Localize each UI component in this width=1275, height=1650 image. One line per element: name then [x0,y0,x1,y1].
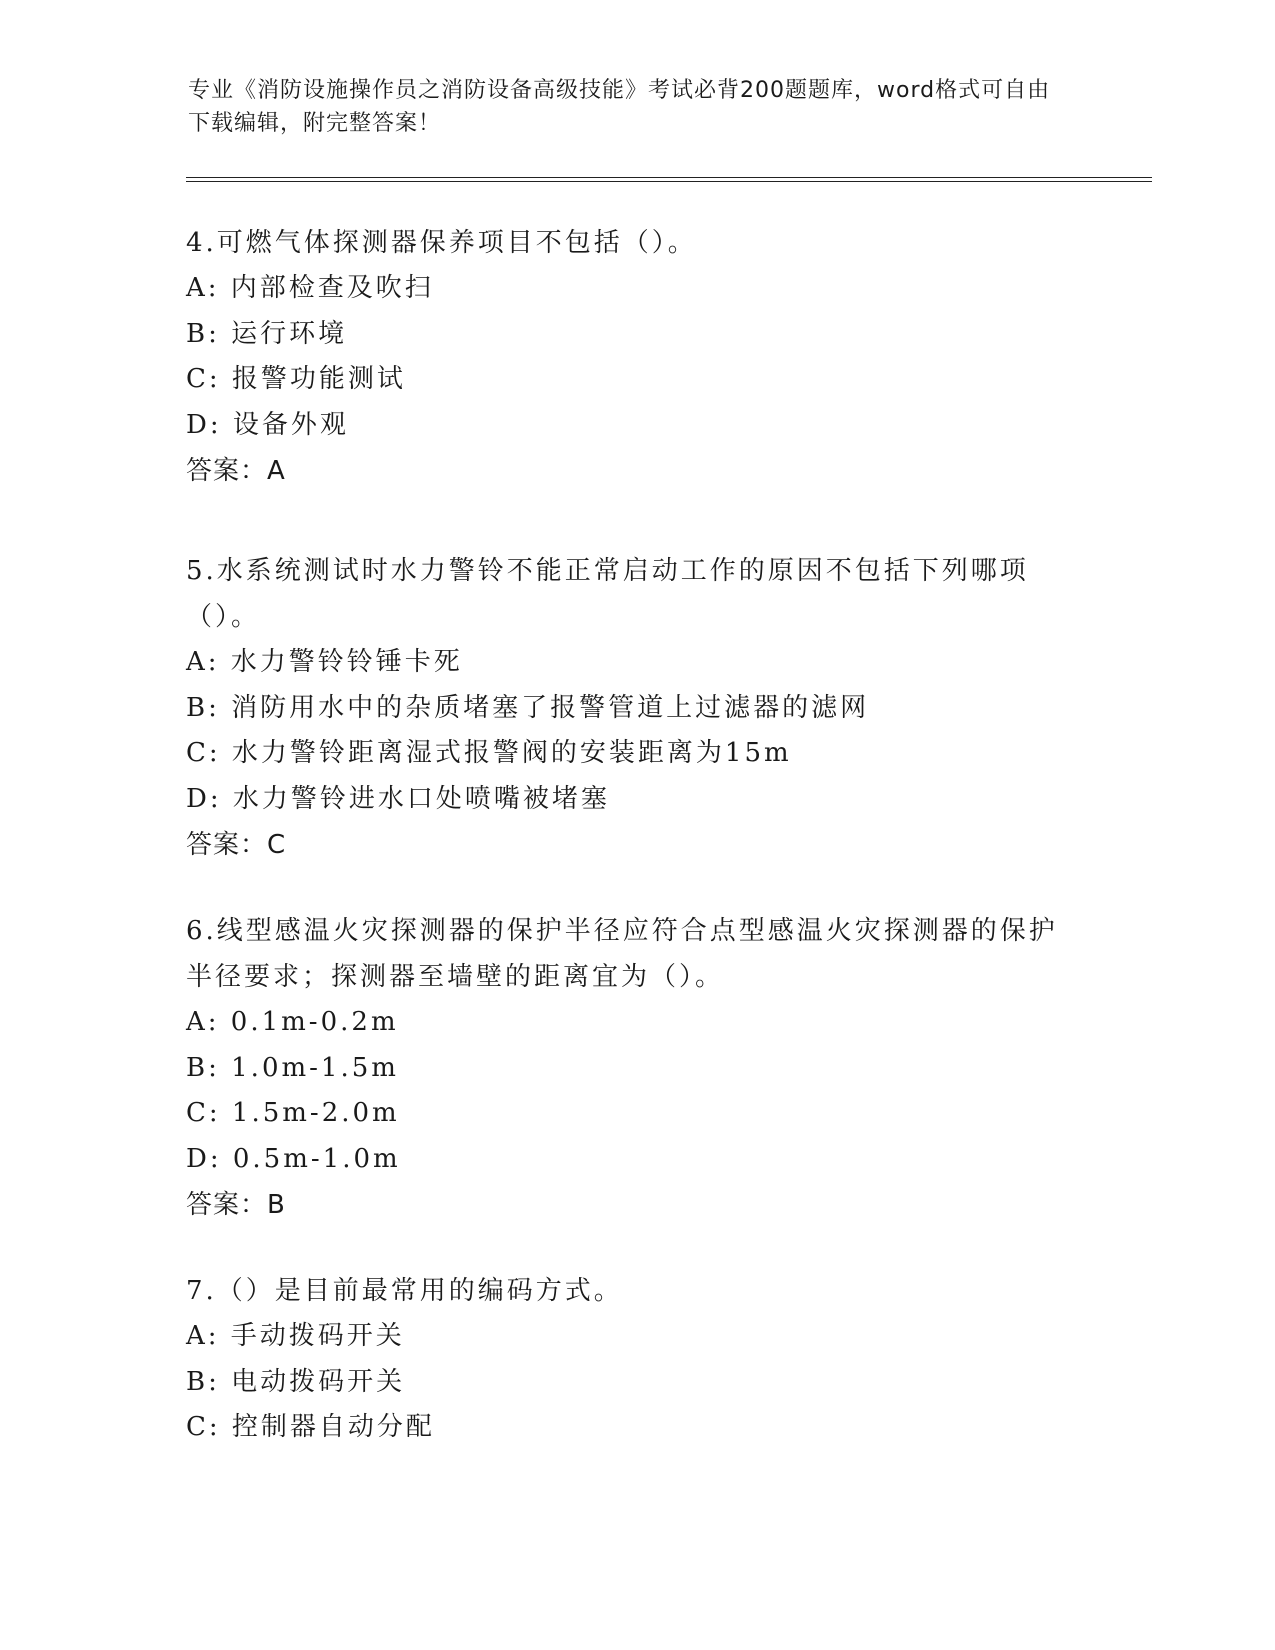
question-6 [186,908,1066,1228]
question-stem: 5.水系统测试时水力警铃不能正常启动工作的原因不包括下列哪项（）。 [186,556,1029,632]
header-intro-text: 专业《消防设施操作员之消防设备高级技能》考试必背200题题库，word格式可自由下载编辑，附完整答案！ [188,78,1051,136]
option-d: D: 水力警铃进水口处喷嘴被堵塞 [186,783,610,814]
option-d: D: 设备外观 [186,409,349,440]
option-c: C: 控制器自动分配 [186,1412,435,1442]
document-header [188,74,1068,140]
question-4 [186,220,1066,494]
option-a: A: 0.1m-0.2m [186,1007,399,1037]
option-b: B: 电动拨码开关 [186,1366,406,1397]
header-divider-bottom [186,181,1152,182]
option-b: B: 运行环境 [186,318,348,349]
question-stem: 6.线型感温火灾探测器的保护半径应符合点型感温火灾探测器的保护半径要求；探测器至墙壁的距离宜为（）。 [186,916,1058,992]
option-a: A: 内部检查及吹扫 [186,273,434,303]
option-b: B: 1.0m-1.5m [186,1052,399,1083]
header-divider-top [186,177,1152,178]
answer: 答案：B [186,1190,286,1220]
question-stem: 4.可燃气体探测器保养项目不包括（）。 [186,228,697,258]
option-c: C: 1.5m-2.0m [186,1098,400,1128]
option-c: C: 报警功能测试 [186,364,406,394]
question-stem: 7.（）是目前最常用的编码方式。 [186,1276,623,1306]
option-d: D: 0.5m-1.0m [186,1143,401,1174]
option-c: C: 水力警铃距离湿式报警阀的安装距离为15m [186,738,792,768]
option-b: B: 消防用水中的杂质堵塞了报警管道上过滤器的滤网 [186,692,870,723]
answer: 答案：A [186,456,286,486]
question-5 [186,548,1066,868]
question-7 [186,1268,1066,1451]
answer: 答案：C [186,830,287,860]
option-a: A: 手动拨码开关 [186,1321,405,1351]
option-a: A: 水力警铃铃锤卡死 [186,647,463,677]
